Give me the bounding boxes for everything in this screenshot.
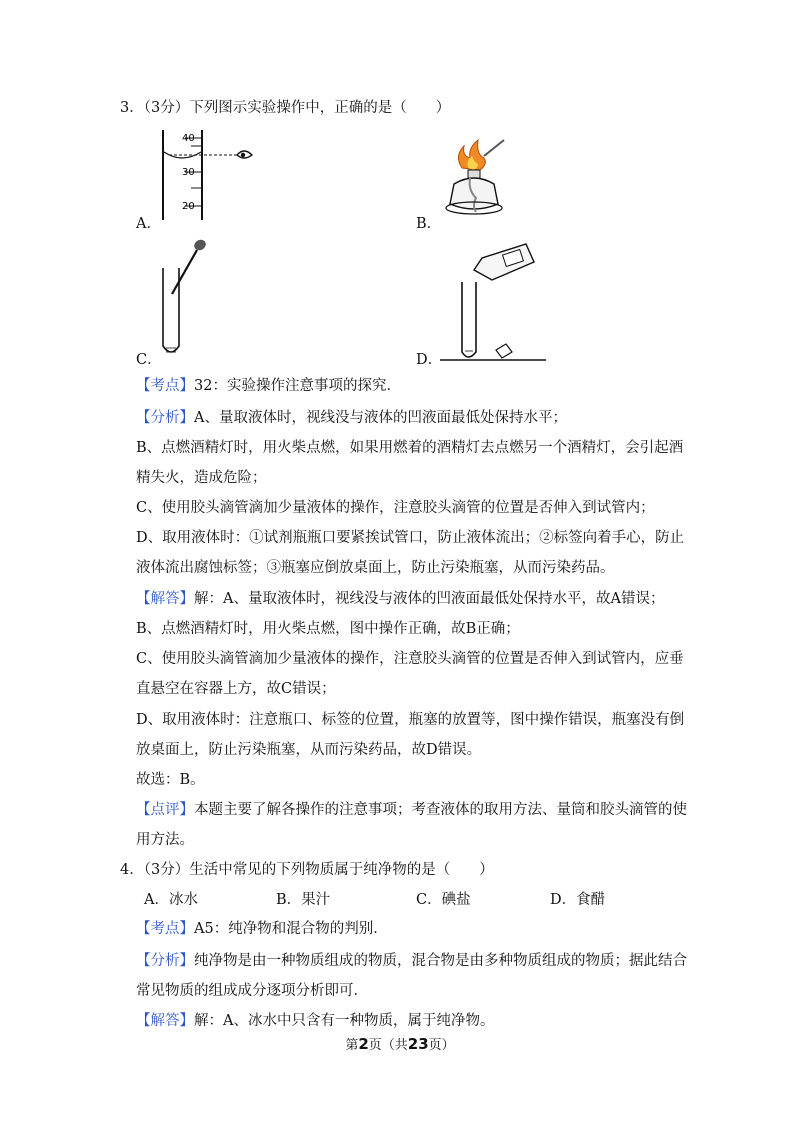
q4-jieda [136,1011,494,1031]
q4-kaodian [136,919,388,939]
q3-fenxi-line-5: 液体流出腐蚀标签；③瓶塞应倒放桌面上，防止污染瓶塞，从而污染药品。 [136,560,615,576]
q4-choice-a: A．冰水 [144,892,198,908]
q4-stem-text: （3分）生活中常见的下列物质属于纯净物的是（ ） [143,862,494,878]
jieda-tag: 【解答】 [136,591,194,607]
tick-30: 30 [182,167,195,178]
q4-choice-d: D．食醋 [550,892,606,908]
footer-mid: 页（共 [368,1038,408,1053]
jieda-tag: 【解答】 [136,1013,194,1029]
flame-icon [458,140,485,170]
pour-liquid-figure [438,240,548,366]
footer-post: 页） [428,1038,455,1053]
q3-fenxi-line-1: B、点燃酒精灯时，用火柴点燃，如果用燃着的酒精灯去点燃另一个酒精灯，会引起酒 [136,440,684,456]
page-footer [0,1034,800,1053]
jieda-text: 解：A、冰水中只含有一种物质，属于纯净物。 [194,1013,495,1029]
dropper-icon [172,238,208,294]
kaodian-text: A5：纯净物和混合物的判别． [194,921,388,937]
eye-icon [237,151,252,158]
q4-number: 4． [120,862,144,878]
test-tube-dropper-figure [155,236,215,362]
kaodian-tag: 【考点】 [136,921,194,937]
alcohol-lamp-figure [432,128,522,223]
cylinder-figure [155,128,265,223]
kaodian-text: 32：实验操作注意事项的探究． [194,378,401,394]
tick-40: 40 [182,133,195,144]
fenxi-tag: 【分析】 [136,410,194,426]
q3-jieda-line-3: 直悬空在容器上方，故C错误； [136,681,336,697]
stopper-icon [496,344,512,358]
q4-choice-b: B．果汁 [276,892,331,908]
q3-fenxi-line-2: 精失火，造成危险； [136,470,267,486]
q3-kaodian [136,376,401,396]
q3-jieda-line-6: 故选：B。 [136,772,205,788]
q4-fenxi-line-0 [136,951,687,971]
q3-jieda-line-5: 放桌面上，防止污染瓶塞，从而污染药品，故D错误。 [136,742,482,758]
q3-fenxi-line-4: D、取用液体时：①试剂瓶瓶口要紧挨试管口，防止液体流出；②标签向着手心，防止 [136,530,685,546]
fenxi-text: A、量取液体时，视线没与液体的凹液面最低处保持水平； [194,410,567,426]
q3-option-c-label: C． [136,352,162,368]
q4-stem [120,860,494,880]
q3-jieda-line-2: C、使用胶头滴管滴加少量液体的操作，注意胶头滴管的位置是否伸入到试管内，应垂 [136,651,684,667]
q3-option-a-label: A． [136,216,161,232]
dianping-tag: 【点评】 [136,802,194,818]
q3-stem-text: （3分）下列图示实验操作中，正确的是（ ） [143,100,451,116]
fenxi-text: 纯净物是由一种物质组成的物质，混合物是由多种物质组成的物质；据此结合 [194,953,687,969]
reagent-bottle-icon [474,244,534,280]
q3-stem [120,98,450,118]
total-pages: 23 [407,1035,429,1053]
footer-pre: 第 [345,1038,359,1053]
q4-choice-c: C．碘盐 [416,892,471,908]
q3-option-d-label: D． [416,352,443,368]
tick-20: 20 [182,201,195,212]
jieda-text: 解：A、量取液体时，视线没与液体的凹液面最低处保持水平，故A错误； [194,591,665,607]
q3-jieda-line-1: B、点燃酒精灯时，用火柴点燃，图中操作正确，故B正确； [136,621,520,637]
q3-jieda-line-0 [136,589,664,609]
q3-option-b-label: B． [416,216,442,232]
dianping-text: 本题主要了解各操作的注意事项；考查液体的取用方法、量筒和胶头滴管的使 [194,802,687,818]
q4-fenxi-line-1: 常见物质的组成成分逐项分析即可． [136,983,368,999]
q3-jieda-line-4: D、取用液体时：注意瓶口、标签的位置，瓶塞的放置等，图中操作错误，瓶塞没有倒 [136,712,685,728]
kaodian-tag: 【考点】 [136,378,194,394]
q3-number: 3． [120,100,144,116]
q3-dianping-line-0 [136,800,687,820]
q3-dianping-line-1: 用方法。 [136,832,194,848]
q3-fenxi-line-0 [136,408,567,428]
q3-fenxi-line-3: C、使用胶头滴管滴加少量液体的操作，注意胶头滴管的位置是否伸入到试管内； [136,500,655,516]
page-number: 2 [358,1035,369,1053]
fenxi-tag: 【分析】 [136,953,194,969]
